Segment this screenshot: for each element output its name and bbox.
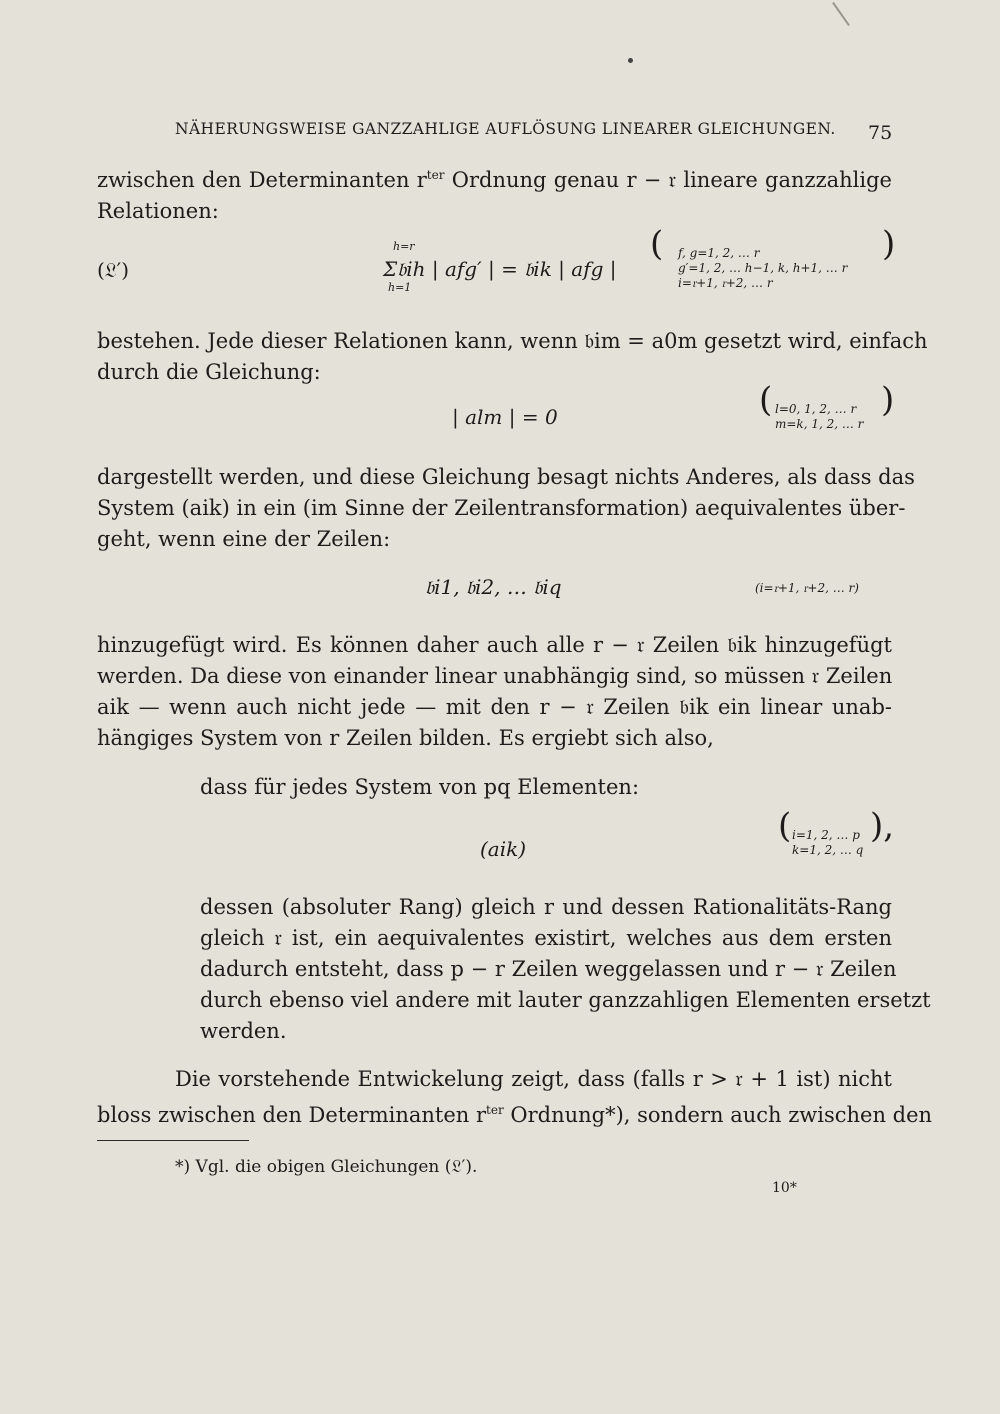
paragraph-1-line-2: Relationen: <box>97 199 219 223</box>
paragraph-2-line-2: durch die Gleichung: <box>97 360 321 384</box>
theorem-line-5: durch ebenso viel andere mit lauter ganzzahligen Elementen ersetzt <box>200 988 931 1012</box>
footnote: *) Vgl. die obigen Gleichungen (𝔏′). <box>175 1157 478 1177</box>
paragraph-4-line-3: aik — wenn auch nicht jede — mit den r − 𝔯 Zeilen 𝔟ik ein linear unab- <box>97 695 892 719</box>
paragraph-4-line-2: werden. Da diese von einander linear unabhängig sind, so müssen 𝔯 Zeilen <box>97 664 893 688</box>
theorem-line-1: dass für jedes System von pq Elementen: <box>200 775 640 799</box>
paragraph-7 <box>97 1064 933 1131</box>
page-number: 75 <box>868 122 893 144</box>
paragraph-1 <box>97 160 892 227</box>
paragraph-4-line-1: hinzugefügt wird. Es können daher auch alle r − 𝔯 Zeilen 𝔟ik hinzugefügt <box>97 633 892 657</box>
equation-label: (𝔏′) <box>97 258 130 282</box>
equation-3: 𝔟i1, 𝔟i2, … 𝔟iq <box>425 575 562 599</box>
signature-mark: 10* <box>772 1180 797 1196</box>
ink-speck <box>628 58 633 63</box>
page-scratch <box>832 2 850 26</box>
running-title: NÄHERUNGSWEISE GANZZAHLIGE AUFLÖSUNG LINEARER GLEICHUNGEN. <box>175 120 836 138</box>
theorem-line-4: dadurch entsteht, dass p − r Zeilen weggelassen und r − 𝔯 Zeilen <box>200 957 897 981</box>
equation-2-conditions: ( l=0, 1, 2, … r m=k, 1, 2, … r ) <box>759 380 895 431</box>
theorem-line-3: gleich 𝔯 ist, ein aequivalentes existirt, welches aus dem ersten <box>200 926 892 950</box>
paragraph-3-line-2: System (aik) in ein (im Sinne der Zeilentransformation) aequivalentes über- <box>97 496 906 520</box>
theorem-body <box>200 892 931 1047</box>
theorem-line-2: dessen (absoluter Rang) gleich r und dessen Rationalitäts-Rang <box>200 895 892 919</box>
equation-4: (aik) <box>480 837 527 861</box>
equation-4-conditions: ( i=1, 2, … p k=1, 2, … q ), <box>778 806 895 857</box>
equation-conditions: ( f, g=1, 2, … r g′=1, 2, … h−1, k, h+1, … r i=𝔯+1, 𝔯+2, … r ) <box>650 224 896 290</box>
paragraph-2-line-1: bestehen. Jede dieser Relationen kann, wenn 𝔟im = a0m gesetzt wird, einfach <box>97 329 928 353</box>
paragraph-3 <box>97 462 915 555</box>
footnote-rule <box>97 1140 249 1141</box>
equation-3-condition: (i=𝔯+1, 𝔯+2, … r) <box>755 581 859 595</box>
paragraph-3-line-1: dargestellt werden, und diese Gleichung besagt nichts Anderes, als dass das <box>97 465 915 489</box>
paragraph-4 <box>97 630 892 754</box>
paragraph-2 <box>97 326 928 388</box>
paragraph-4-line-4: hängiges System von r Zeilen bilden. Es ergiebt sich also, <box>97 726 714 750</box>
sum-lower-limit: h=1 <box>388 281 412 294</box>
paragraph-7-line-1: Die vorstehende Entwickelung zeigt, dass (falls r > 𝔯 + 1 ist) nicht <box>175 1067 892 1091</box>
paragraph-1-line-1: zwischen den Determinanten $r^{ter}$ Ordnung genau r − 𝔯 lineare ganzzahlige <box>97 168 892 192</box>
sum-upper-limit: h=r <box>393 240 415 253</box>
theorem-line-6: werden. <box>200 1019 287 1043</box>
paragraph-3-line-3: geht, wenn eine der Zeilen: <box>97 527 391 551</box>
equation-body: Σ𝔟ih | afg′ | = 𝔟ik | afg | <box>383 257 617 281</box>
equation-2: | alm | = 0 <box>452 405 558 429</box>
paragraph-7-line-2: bloss zwischen den Determinanten $r^{ter}$ Ordnung*), sondern auch zwischen den <box>97 1103 933 1127</box>
